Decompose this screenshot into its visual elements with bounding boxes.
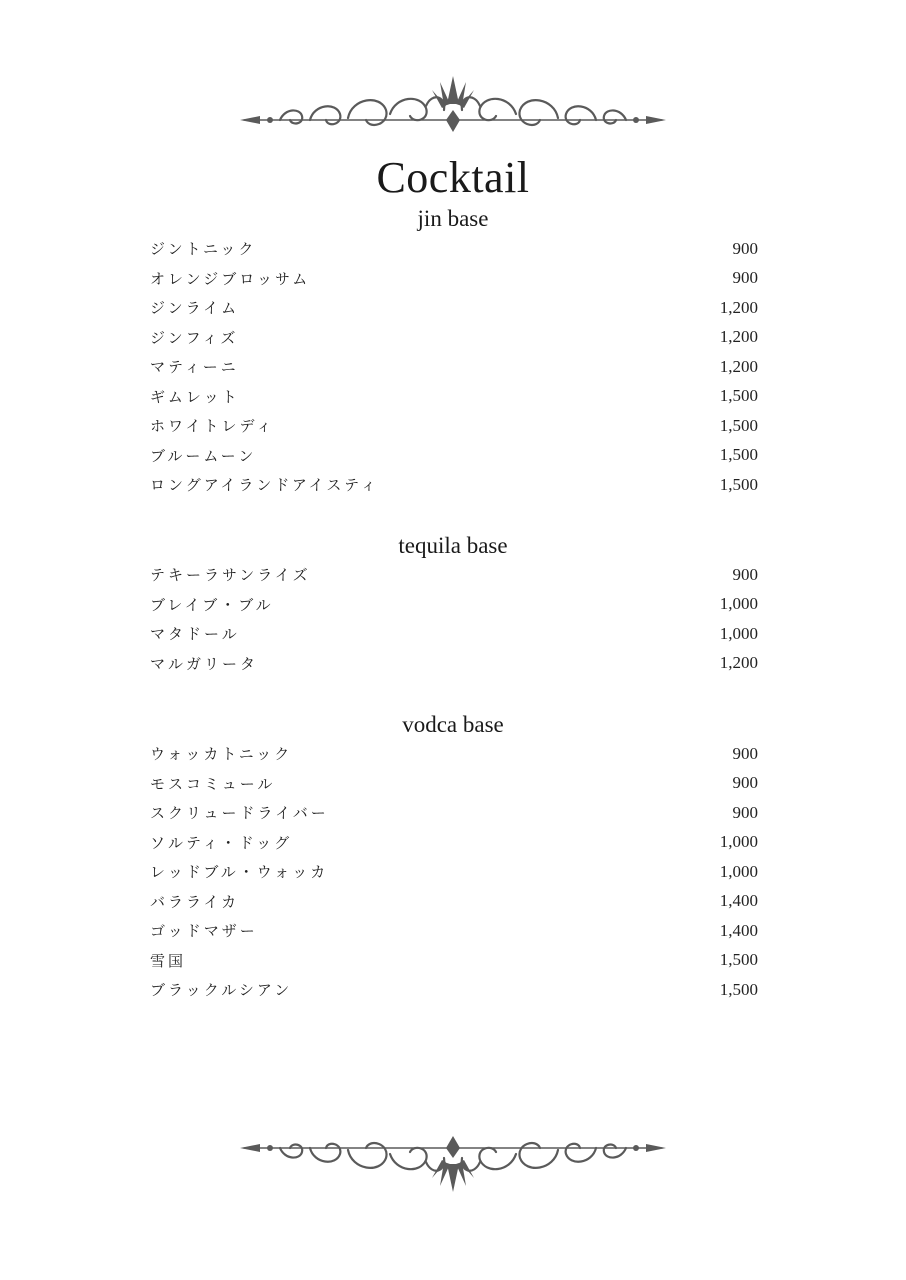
section-heading-vodca-base: vodca base xyxy=(402,712,504,737)
menu-item xyxy=(150,619,758,649)
item-price: 900 xyxy=(732,564,758,584)
item-name: ホワイトレディ xyxy=(150,417,275,436)
menu-item xyxy=(150,798,758,828)
menu-item xyxy=(150,739,758,769)
menu-item xyxy=(150,293,758,323)
item-name: モスコミュール xyxy=(150,774,276,793)
item-name: ブレイブ・ブル xyxy=(150,595,274,614)
bottom-ornament xyxy=(240,1128,666,1198)
menu-item xyxy=(150,382,758,412)
item-name: ロングアイランドアイスティ xyxy=(150,476,379,495)
top-ornament xyxy=(240,70,666,140)
tequila-base-list xyxy=(150,560,758,678)
item-price: 1,200 xyxy=(719,653,758,673)
item-price: 1,500 xyxy=(719,386,758,406)
item-price: 1,000 xyxy=(719,861,758,881)
item-name: オレンジブロッサム xyxy=(150,269,311,288)
item-name: テキーラサンライズ xyxy=(150,566,311,585)
menu-item xyxy=(150,264,758,294)
item-price: 1,500 xyxy=(719,445,758,465)
section-heading-jin-base: jin base xyxy=(417,206,489,231)
item-name: マタドール xyxy=(150,625,240,644)
section-heading-tequila-base: tequila base xyxy=(398,533,508,558)
item-name: レッドブル・ウォッカ xyxy=(150,863,329,882)
menu-item xyxy=(150,946,758,976)
item-price: 900 xyxy=(732,773,758,793)
item-name: マルガリータ xyxy=(150,654,259,673)
item-price: 1,200 xyxy=(719,356,758,376)
menu-item xyxy=(150,234,758,264)
item-name: スクリュードライバー xyxy=(150,804,329,823)
item-price: 1,500 xyxy=(719,979,758,999)
menu-item xyxy=(150,323,758,353)
menu-item xyxy=(150,916,758,946)
item-price: 1,500 xyxy=(719,950,758,970)
vodca-base-list xyxy=(150,739,758,1005)
item-price: 1,400 xyxy=(719,920,758,940)
item-price: 900 xyxy=(732,743,758,763)
menu-item xyxy=(150,769,758,799)
item-name: ソルティ・ドッグ xyxy=(150,833,293,852)
menu-item xyxy=(150,441,758,471)
item-price: 1,000 xyxy=(719,594,758,614)
item-price: 1,200 xyxy=(719,297,758,317)
item-name: バラライカ xyxy=(150,892,240,911)
menu-item xyxy=(150,590,758,620)
menu-item xyxy=(150,857,758,887)
item-price: 1,000 xyxy=(719,832,758,852)
item-price: 1,000 xyxy=(719,623,758,643)
item-price: 1,200 xyxy=(719,327,758,347)
item-name: ジンライム xyxy=(150,299,240,318)
item-name: ゴッドマザー xyxy=(150,922,258,941)
menu-item xyxy=(150,975,758,1005)
menu-title: Cocktail xyxy=(376,153,530,202)
menu-item xyxy=(150,352,758,382)
item-price: 900 xyxy=(732,802,758,822)
item-name: ジンフィズ xyxy=(150,328,239,347)
item-price: 900 xyxy=(732,238,758,258)
item-name: ウォッカトニック xyxy=(150,745,293,764)
item-name: ブルームーン xyxy=(150,446,257,465)
item-price: 1,500 xyxy=(719,415,758,435)
item-price: 1,500 xyxy=(719,474,758,494)
item-name: ジントニック xyxy=(150,240,257,259)
item-name: ブラックルシアン xyxy=(150,981,293,1000)
item-name: マティーニ xyxy=(150,358,239,377)
menu-item xyxy=(150,470,758,500)
menu-item xyxy=(150,560,758,590)
jin-base-list xyxy=(150,234,758,500)
menu-item xyxy=(150,828,758,858)
item-price: 1,400 xyxy=(719,891,758,911)
item-price: 900 xyxy=(732,268,758,288)
item-name: ギムレット xyxy=(150,387,240,406)
menu-item xyxy=(150,887,758,917)
menu-item xyxy=(150,649,758,679)
item-name: 雪国 xyxy=(150,951,187,970)
menu-item xyxy=(150,411,758,441)
